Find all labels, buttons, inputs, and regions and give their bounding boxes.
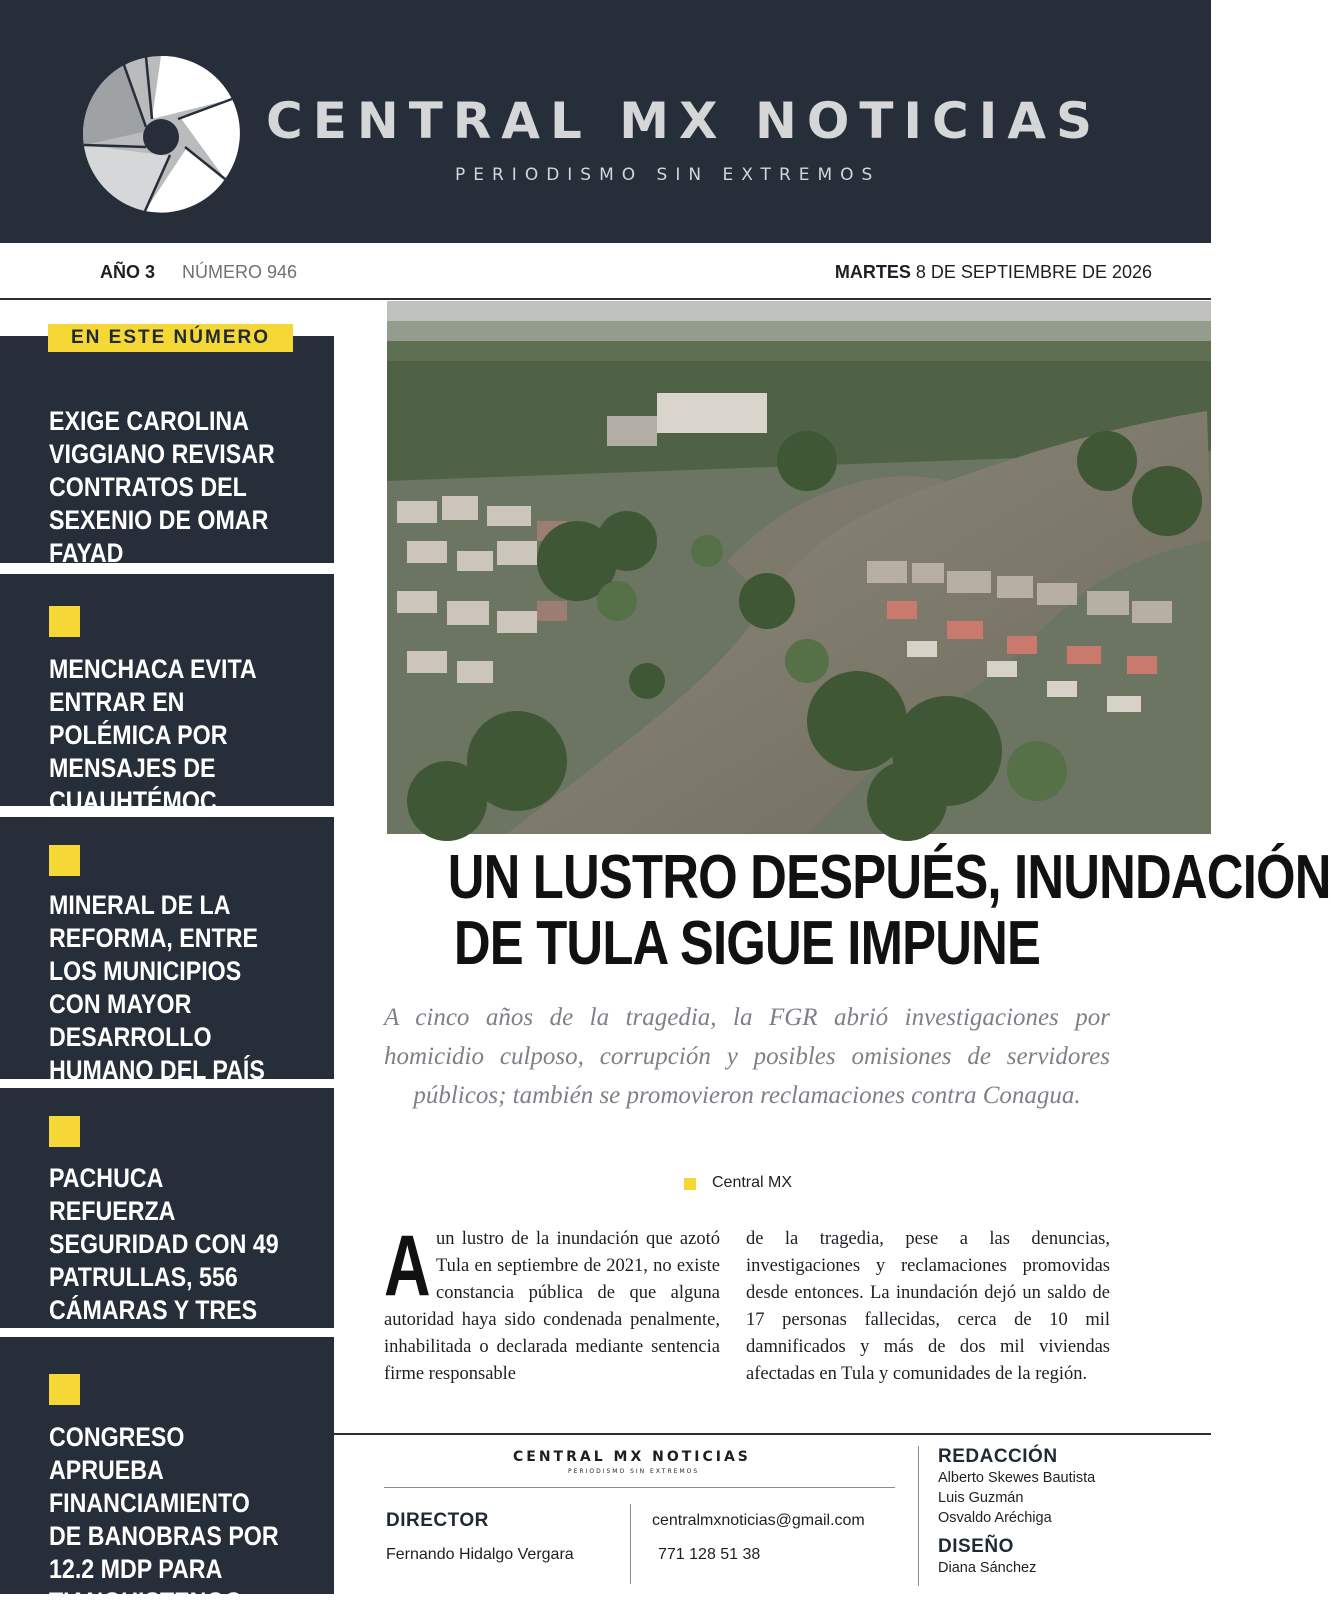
sidebar-item-title: PACHUCA REFUERZA SEGURIDAD CON 49 PATRULLAS, 556 CÁMARAS Y TRES	[49, 1163, 279, 1325]
issue-bar	[0, 243, 1211, 300]
article-headline	[447, 843, 1331, 978]
yellow-square-icon	[684, 1178, 696, 1190]
sidebar-item-title: EXIGE CAROLINA VIGGIANO REVISAR CONTRATOS DEL SEXENIO DE OMAR FAYAD	[49, 406, 275, 568]
yellow-square-icon	[49, 1374, 80, 1405]
sidebar-item-2[interactable]	[0, 574, 334, 816]
sidebar-item-3[interactable]	[0, 817, 334, 1085]
issue-date	[835, 262, 1152, 283]
footer-rule	[384, 1487, 895, 1488]
camera-aperture-logo	[82, 55, 240, 213]
issue-year: AÑO 3	[100, 262, 156, 282]
redaccion-member: Osvaldo Aréchiga	[938, 1510, 1052, 1526]
yellow-square-icon	[49, 606, 80, 637]
sidebar-item-title: MENCHACA EVITA ENTRAR EN POLÉMICA POR MENSAJES DE CUAUHTÉMOC	[49, 654, 256, 816]
contact-email[interactable]: centralmxnoticias@gmail.com	[652, 1512, 865, 1529]
yellow-square-icon	[49, 845, 80, 876]
director-name: Fernando Hidalgo Vergara	[386, 1546, 574, 1563]
headline-line-2: DE TULA SIGUE IMPUNE	[453, 909, 1041, 978]
footer-separator	[918, 1446, 919, 1586]
redaccion-member: Alberto Skewes Bautista	[938, 1470, 1096, 1486]
flood-aerial-photo	[387, 301, 1211, 834]
flood-photo-illustration	[387, 301, 1211, 834]
diseno-member: Diana Sánchez	[938, 1560, 1037, 1576]
article-dek: A cinco años de la tragedia, la FGR abrió investigaciones por homicidio culposo, corrupción y posibles omisiones de servidores públicos; también se promovieron reclamaciones contra Conagua.	[384, 1004, 1110, 1109]
issue-number: NÚMERO 946	[182, 262, 298, 282]
sidebar-item-title: MINERAL DE LA REFORMA, ENTRE LOS MUNICIPIOS CON MAYOR DESARROLLO HUMANO DEL PAÍS	[49, 890, 265, 1085]
article-byline: Central MX	[712, 1174, 793, 1191]
footer-separator	[630, 1504, 631, 1584]
article-column-1-text: un lustro de la inundación que azotó Tula en septiembre de 2021, no existe constancia pública de que alguna autoridad haya sido condenada penalmente, inhabilitada o declarada mediante sentencia firme responsable	[384, 1229, 720, 1384]
brand-title: CENTRAL MX NOTICIAS	[266, 92, 1103, 150]
sidebar-item-5[interactable]	[0, 1337, 334, 1617]
drop-cap: A	[384, 1218, 431, 1314]
redaccion-member: Luis Guzmán	[938, 1490, 1024, 1506]
diseno-label: DISEÑO	[938, 1536, 1014, 1557]
sidebar-item-4[interactable]	[0, 1088, 334, 1328]
brand-tagline: PERIODISMO SIN EXTREMOS	[455, 165, 881, 185]
article-column-2: de la tragedia, pese a las denuncias, investigaciones y reclamaciones promovidas desde entonces. La inundación dejó un saldo de 17 personas fallecidas, cerca de 10 mil damnificados y más de dos mil viviendas afectadas en Tula y comunidades de la región.	[746, 1229, 1110, 1384]
headline-line-1: UN LUSTRO DESPUÉS, INUNDACIÓN	[447, 843, 1331, 912]
contact-phone[interactable]: 771 128 51 38	[658, 1546, 761, 1563]
redaccion-label: REDACCIÓN	[938, 1446, 1058, 1467]
director-label: DIRECTOR	[386, 1510, 489, 1531]
footer-divider	[334, 1433, 1211, 1435]
sidebar-item-1[interactable]	[0, 336, 334, 568]
toc-badge: EN ESTE NÚMERO	[48, 324, 293, 352]
footer-brand: CENTRAL MX NOTICIAS	[513, 1449, 751, 1465]
issue-date-text: 8 DE SEPTIEMBRE DE 2026	[915, 262, 1152, 282]
sidebar-item-title: CONGRESO APRUEBA FINANCIAMIENTO DE BANOBRAS POR 12.2 MDP PARA TIANGUISTENGO	[49, 1422, 279, 1617]
article-column-1	[384, 1218, 720, 1388]
yellow-square-icon	[49, 1116, 80, 1147]
footer-tagline: PERIODISMO SIN EXTREMOS	[568, 1468, 700, 1475]
masthead	[0, 0, 1211, 243]
issue-weekday: MARTES	[834, 262, 911, 282]
